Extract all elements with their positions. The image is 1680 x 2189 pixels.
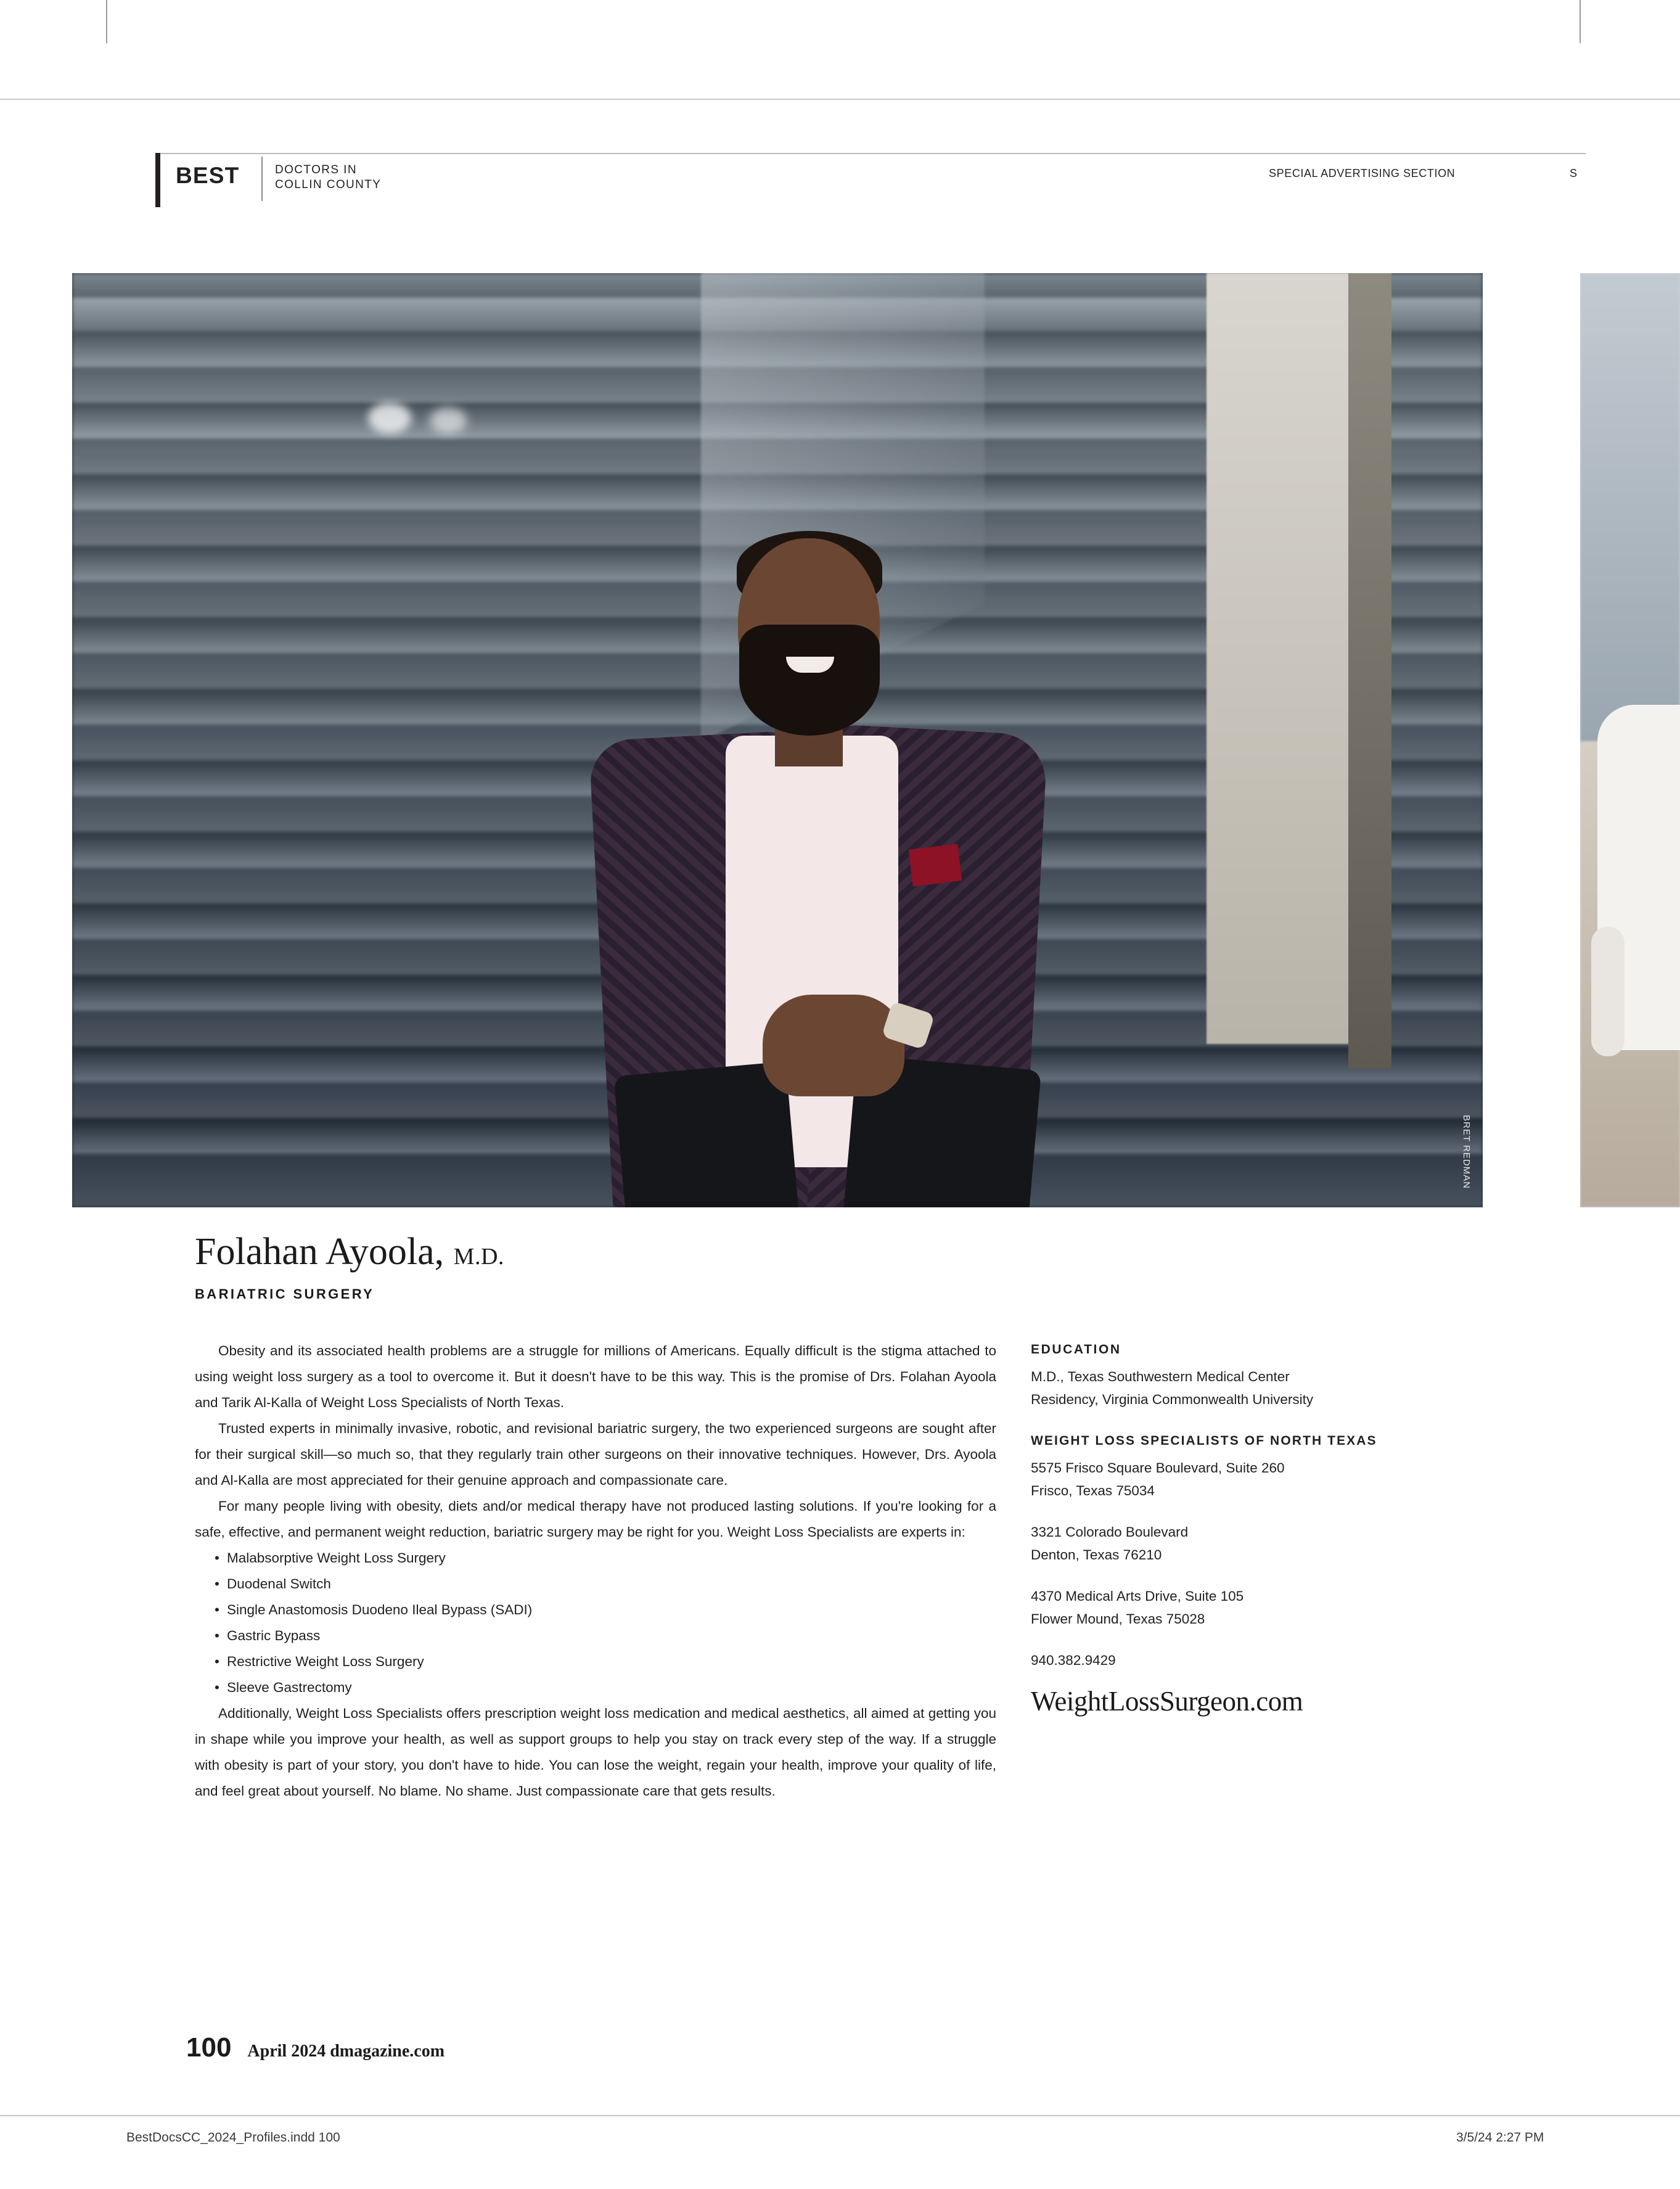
doctor-credential: M.D.: [453, 1244, 504, 1270]
crop-mark-top-left: [106, 0, 107, 43]
list-item: • Sleeve Gastrectomy: [195, 1675, 996, 1701]
special-advertising-label: SPECIAL ADVERTISING SECTION: [1269, 167, 1456, 179]
crop-mark-top-right: [1580, 0, 1581, 43]
address-2-street: 3321 Colorado Boulevard: [1031, 1524, 1189, 1540]
header-section-line1: DOCTORS IN: [275, 163, 357, 176]
services-list: [195, 1545, 996, 1701]
address-3-block: [1031, 1585, 1499, 1630]
slug-filename: BestDocsCC_2024_Profiles.indd 100: [126, 2130, 340, 2145]
list-item: • Single Anastomosis Duodeno Ileal Bypass (SADI): [195, 1597, 996, 1623]
adjacent-photo-background: [1580, 273, 1680, 742]
folio: [186, 2032, 445, 2063]
photo-subject: [417, 304, 1145, 1207]
practice-heading: WEIGHT LOSS SPECIALISTS OF NORTH TEXAS: [1031, 1434, 1377, 1448]
page-title: [195, 1230, 504, 1274]
page-top-rule: [0, 99, 1680, 100]
doctor-photo: [72, 273, 1483, 1207]
subject-pocket-square: [909, 844, 962, 886]
list-item: • Gastric Bypass: [195, 1623, 996, 1649]
photo-door: [1207, 273, 1361, 1044]
header-divider: [261, 157, 263, 201]
address-1-city: Frisco, Texas 75034: [1031, 1483, 1155, 1498]
slug-rule: [0, 2115, 1680, 2116]
header-best-label: BEST: [176, 163, 240, 188]
education-line-2: Residency, Virginia Commonwealth University: [1031, 1392, 1314, 1407]
address-3-city: Flower Mound, Texas 75028: [1031, 1611, 1205, 1627]
body-paragraph-2: Trusted experts in minimally invasive, robotic, and revisional bariatric surgery, the two experienced surgeons are sought after for their surgical skill—so much so, that they regularly train other surgeons on their innovative techniques. However, Drs. Ayoola and Al-Kalla are most appreciated for their genuine approach and compassionate care.: [195, 1421, 996, 1488]
subject-clasped-hands: [763, 995, 904, 1096]
photo-light-glare-left: [368, 403, 411, 433]
header-accent-tab: [155, 153, 160, 207]
phone-number[interactable]: 940.382.9429: [1031, 1653, 1116, 1668]
practice-sidebar: [1031, 1338, 1499, 1717]
body-paragraph-3: For many people living with obesity, diets and/or medical therapy have not produced lasting solutions. If you're looking for a safe, effective, and permanent weight reduction, bariatric surgery may be right for you. Weight Loss Specialists are experts in:: [195, 1498, 996, 1540]
education-block: [1031, 1338, 1499, 1411]
practice-block: [1031, 1429, 1499, 1502]
address-2-city: Denton, Texas 76210: [1031, 1547, 1162, 1563]
list-item: • Duodenal Switch: [195, 1571, 996, 1597]
header-section-line2: COLLIN COUNTY: [275, 178, 382, 191]
page-number: 100: [186, 2032, 232, 2063]
folio-issue: April 2024 dmagazine.com: [247, 2042, 445, 2061]
education-heading: EDUCATION: [1031, 1342, 1121, 1357]
header-rule: [155, 153, 1586, 154]
slug-timestamp: 3/5/24 2:27 PM: [1456, 2130, 1544, 2145]
adjacent-photo-arm: [1591, 927, 1625, 1056]
list-item: • Malabsorptive Weight Loss Surgery: [195, 1545, 996, 1571]
phone-block: [1031, 1649, 1499, 1672]
header-section-label: [275, 163, 381, 192]
body-paragraph-closing: Additionally, Weight Loss Specialists offers prescription weight loss medication and medical aesthetics, all aimed at getting you in shape while you improve your health, as well as support groups to help you stay on track every step of the way. If a struggle with obesity is part of your story, you don't have to hide. You can lose the weight, regain your health, improve your quality of life, and feel great about yourself. No blame. No shame. Just compassionate care that gets results.: [195, 1706, 996, 1799]
website-link[interactable]: WeightLossSurgeon.com: [1031, 1686, 1303, 1717]
address-2-block: [1031, 1521, 1499, 1566]
subject-beard: [739, 625, 880, 736]
education-line-1: M.D., Texas Southwestern Medical Center: [1031, 1369, 1290, 1384]
adjacent-page-photo: [1580, 273, 1680, 1207]
photo-door-frame: [1348, 273, 1391, 1069]
doctor-specialty: BARIATRIC SURGERY: [195, 1286, 375, 1302]
running-header: [155, 153, 1586, 205]
address-3-street: 4370 Medical Arts Drive, Suite 105: [1031, 1588, 1244, 1604]
address-1-street: 5575 Frisco Square Boulevard, Suite 260: [1031, 1460, 1285, 1476]
body-paragraph-1: Obesity and its associated health problems are a struggle for millions of Americans. Equally difficult is the stigma attached to using weight loss surgery as a tool to overcome it. But it doesn't have to be this way. This is the promise of Drs. Folahan Ayoola and Tarik Al-Kalla of Weight Loss Specialists of North Texas.: [195, 1343, 996, 1410]
doctor-name: Folahan Ayoola,: [195, 1231, 445, 1273]
article-body: [195, 1338, 996, 1804]
list-item: • Restrictive Weight Loss Surgery: [195, 1649, 996, 1675]
header-right-clipped-label: S: [1570, 167, 1578, 179]
photo-credit: BRET REDMAN: [1461, 1115, 1472, 1189]
